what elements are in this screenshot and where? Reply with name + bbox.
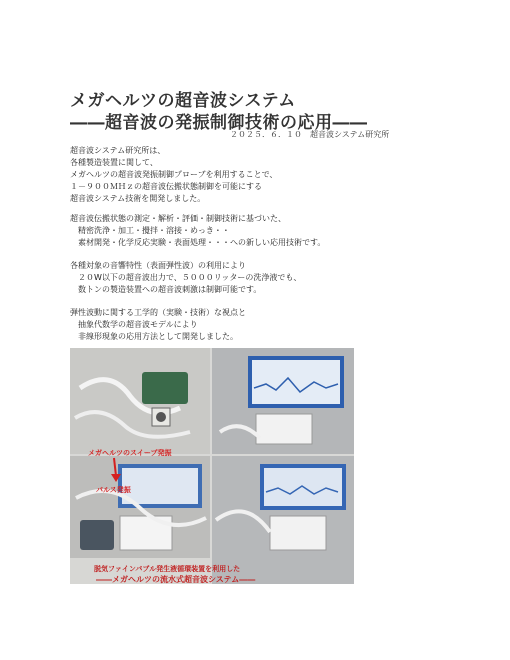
caption-apparatus: 脱気ファインバブル発生液循環装置を利用した <box>94 565 241 573</box>
dateline: ２０２５．６．１０ 超音波システム研究所 <box>230 130 390 139</box>
paragraph-line: １－９００ＭＨｚの超音波伝搬状態制御を可能にする <box>70 182 262 191</box>
paragraph-line: 非線形現象の応用方法として開発しました。 <box>70 332 238 341</box>
paragraph-4 <box>70 307 246 343</box>
paragraph-line: 弾性波動に関する工学的（実験・技術）な視点と <box>70 308 246 317</box>
caption-system-name: ――メガヘルツの流水式超音波システム―― <box>96 575 256 584</box>
title-line-2: ――超音波の発振制御技術の応用―― <box>70 113 368 133</box>
paragraph-2 <box>70 213 325 249</box>
paragraph-line: 超音波伝搬状態の測定・解析・評価・制御技術に基づいた、 <box>70 214 286 223</box>
paragraph-line: 数トンの製造装置への超音波刺激は制御可能です。 <box>70 285 262 294</box>
paragraph-line: 各種製造装置に関して、 <box>70 158 158 167</box>
paragraph-1 <box>70 145 277 205</box>
paragraph-line: メガヘルツの超音波発振制御プローブを利用することで、 <box>70 170 278 179</box>
paragraph-line: 抽象代数学の超音波モデルにより <box>70 320 198 329</box>
paragraph-line: 精密洗浄・加工・攪拌・溶接・めっき・・ <box>70 226 230 235</box>
paragraph-line: 素材開発・化学反応実験・表面処理・・・への新しい応用技術です。 <box>70 238 326 247</box>
caption-pulse-oscillation: パルス発振 <box>96 486 131 494</box>
paragraph-3 <box>70 260 301 296</box>
paragraph-line: ２０W以下の超音波出力で、５０００リッターの洗浄液でも、 <box>70 273 302 282</box>
title-line-1: メガヘルツの超音波システム <box>70 91 296 111</box>
equipment-photo-collage <box>70 348 354 584</box>
paragraph-line: 各種対象の音響特性（表面弾性波）の利用により <box>70 261 246 270</box>
caption-sweep-oscillation: メガヘルツのスイープ発振 <box>88 449 172 457</box>
paragraph-line: 超音波システム技術を開発しました。 <box>70 194 206 203</box>
paragraph-line: 超音波システム研究所は、 <box>70 146 166 155</box>
photo-collage-graphic <box>70 348 354 584</box>
